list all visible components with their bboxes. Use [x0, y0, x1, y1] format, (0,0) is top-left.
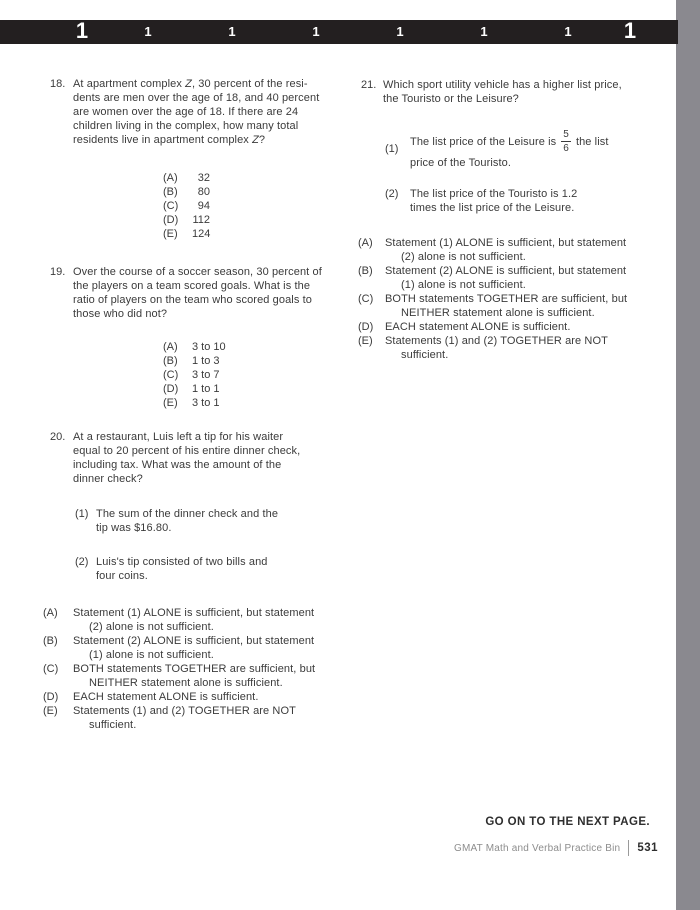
question-20: [43, 430, 345, 486]
go-on-instruction: GO ON TO THE NEXT PAGE.: [485, 816, 650, 828]
chapter-number-tab: 1: [396, 23, 404, 39]
answer-choice-row: (C) BOTH statements TOGETHER are sufficient, but NEITHER statement alone is sufficient.: [358, 293, 628, 319]
question-21-statement-1: (1) The list price of the Leisure is $\frac{5}{6}$ the list price of the Touristo.: [385, 129, 609, 169]
footer-divider: [628, 840, 629, 856]
chapter-number-tab: 1: [75, 17, 89, 43]
option-row: (D) 112: [163, 214, 210, 226]
question-21-number: 21.: [361, 79, 377, 91]
answer-choice-row: (B) Statement (2) ALONE is sufficient, but statement (1) alone is not sufficient.: [358, 265, 627, 291]
answer-choice-row: (A) Statement (1) ALONE is sufficient, but statement (2) alone is not sufficient.: [358, 237, 627, 263]
question-19-text: Over the course of a soccer season, 30 percent of the players on a team scored goals. What is the ratio of players on the team who scored goals to those who did not?: [73, 266, 322, 320]
question-21: [358, 78, 660, 106]
answer-choice-row: (C) BOTH statements TOGETHER are sufficient, but NEITHER statement alone is sufficient.: [43, 663, 316, 689]
option-row: (B) 80: [163, 186, 210, 198]
chapter-number-tab: 1: [480, 23, 488, 39]
option-row: (B) 1 to 3: [163, 355, 220, 367]
left-column: [43, 0, 345, 732]
option-row: (E) 124: [163, 228, 211, 240]
question-20-statement-2: (2) Luis's tip consisted of two bills and four coins.: [75, 556, 268, 582]
question-18: [43, 77, 345, 147]
question-20-statement-1: (1) The sum of the dinner check and the tip was $16.80.: [75, 508, 279, 534]
book-title: GMAT Math and Verbal Practice Bin: [454, 842, 621, 854]
chapter-number-tab: 1: [623, 17, 637, 43]
answer-choice-row: (D) EACH statement ALONE is sufficient.: [358, 321, 571, 333]
answer-choice-row: (E) Statements (1) and (2) TOGETHER are NOT sufficient.: [43, 705, 296, 731]
page-footer: [454, 840, 658, 856]
option-row: (C) 94: [163, 200, 210, 212]
italic-variable: Z: [185, 78, 192, 90]
chapter-number-tab: 1: [228, 23, 236, 39]
option-row: (A) 32: [163, 172, 210, 184]
page-number: 531: [637, 842, 658, 854]
question-21-statement-2: (2) The list price of the Touristo is 1.2 times the list price of the Leisure.: [385, 188, 578, 214]
option-row: (E) 3 to 1: [163, 397, 220, 409]
question-19: [43, 265, 345, 321]
question-21-answer-choices: [358, 236, 660, 362]
chapter-number-tab: 1: [312, 23, 320, 39]
right-column: [358, 0, 660, 362]
question-20-number: 20.: [50, 431, 66, 443]
chapter-number-tab: 1: [144, 23, 152, 39]
chapter-number-tab: 1: [564, 23, 572, 39]
question-19-options: [163, 340, 345, 410]
question-18-number: 18.: [50, 78, 66, 90]
question-20-text: At a restaurant, Luis left a tip for his waiter equal to 20 percent of his entire dinner check, including tax. What was the amount of the dinner check?: [73, 431, 301, 485]
question-20-answer-choices: [43, 606, 345, 732]
option-row: (D) 1 to 1: [163, 383, 220, 395]
answer-choice-row: (A) Statement (1) ALONE is sufficient, but statement (2) alone is not sufficient.: [43, 607, 315, 633]
italic-variable: Z: [252, 134, 259, 146]
fraction-five-sixths: $\frac{5}{6}$: [563, 129, 569, 154]
answer-choice-row: (E) Statements (1) and (2) TOGETHER are NOT sufficient.: [358, 335, 608, 361]
question-19-number: 19.: [50, 266, 66, 278]
answer-choice-row: (B) Statement (2) ALONE is sufficient, but statement (1) alone is not sufficient.: [43, 635, 315, 661]
question-18-text: At apartment complex Z, 30 percent of the resi- dents are men over the age of 18, and 40 percent are women over the age of 18. If there are 24 children living in the complex, how many total residents live in apartment complex Z?: [73, 78, 320, 146]
question-21-text: Which sport utility vehicle has a higher list price, the Touristo or the Leisure?: [383, 79, 622, 105]
option-row: (C) 3 to 7: [163, 369, 220, 381]
option-row: (A) 3 to 10: [163, 341, 226, 353]
question-18-options: [163, 171, 345, 241]
answer-choice-row: (D) EACH statement ALONE is sufficient.: [43, 691, 259, 703]
page-edge-shadow: [676, 0, 700, 910]
